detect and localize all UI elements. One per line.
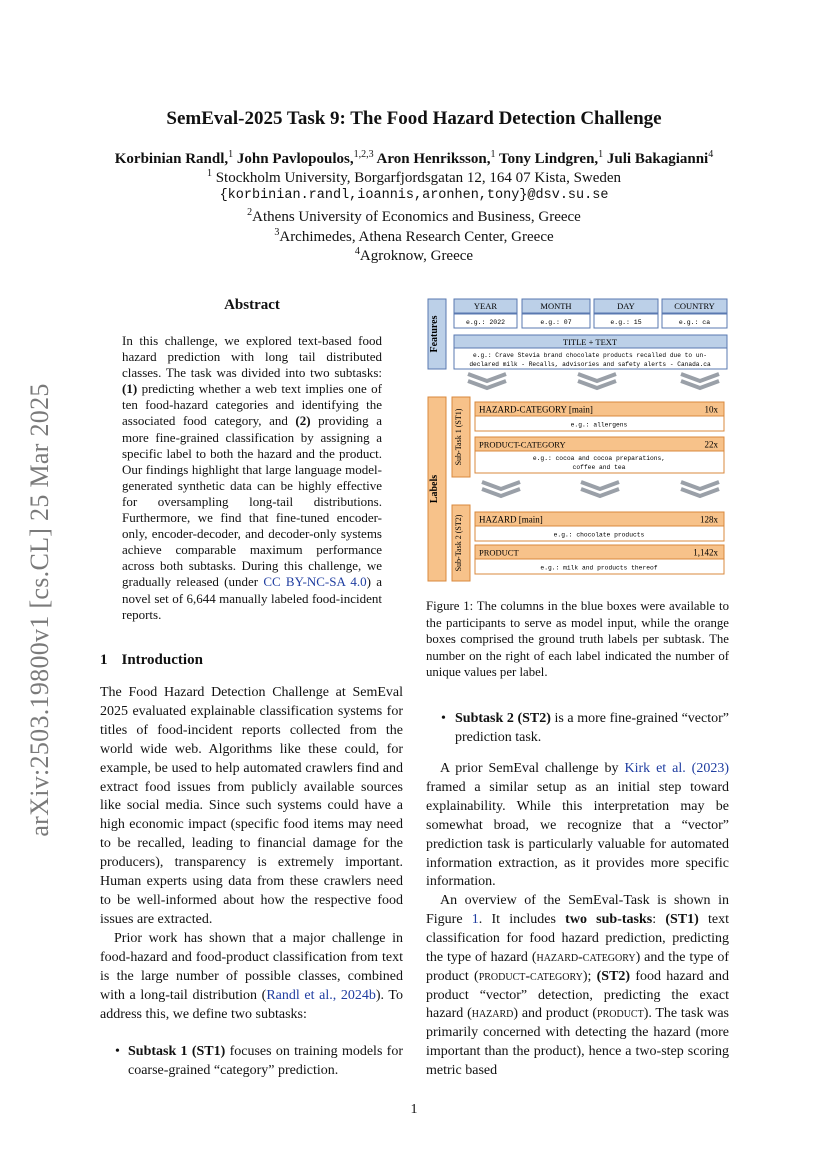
st2-label: Sub-Task 2 (ST2)	[454, 514, 463, 572]
affil-text: Athens University of Economics and Business, Greece	[252, 209, 581, 225]
author-list	[60, 149, 768, 168]
affil-sup: 3	[274, 227, 280, 238]
affiliation-4	[60, 246, 768, 265]
para-bold: (ST1)	[665, 911, 699, 927]
hazard-category-example: e.g.: allergens	[570, 421, 628, 429]
license-link[interactable]: CC BY-NC-SA 4.0	[263, 574, 367, 590]
affil-sup: 1	[206, 168, 212, 179]
abstract-text: predicting whether a web text implies one of ten food-hazard categories and identifying the associated food category, and	[122, 381, 382, 429]
affil-text: Agroknow, Greece	[359, 248, 474, 264]
para-text: ) and product (	[513, 1006, 598, 1022]
section-title: Introduction	[121, 652, 203, 668]
col-name: COUNTRY	[674, 301, 715, 311]
author-sup: 1	[490, 149, 496, 160]
bullet-dot: •	[441, 711, 446, 726]
author-name: Korbinian Randl,	[114, 151, 229, 167]
abstract-bold: (2)	[295, 413, 311, 429]
col-example: e.g.: 15	[610, 319, 642, 326]
st1-label: Sub-Task 1 (ST1)	[454, 408, 463, 466]
label-term: product	[597, 1006, 644, 1022]
product-example: e.g.: milk and products thereof	[540, 564, 658, 572]
intro-paragraph-4	[426, 892, 729, 1081]
para-text: :	[652, 911, 666, 927]
hazard-example: e.g.: chocolate products	[553, 531, 645, 539]
hazard-category-name: HAZARD-CATEGORY [main]	[479, 404, 593, 415]
chevron-down-icon	[681, 482, 719, 489]
arxiv-stamp-text: arXiv:2503.19800v1 [cs.CL] 25 Mar 2025	[25, 383, 54, 837]
para-text: ). The task was primarily concerned with detecting the hazard (more important than the product), hence a two-step scoring metric based	[426, 1006, 729, 1079]
intro-paragraph-2	[100, 930, 403, 1025]
col-name: YEAR	[473, 301, 498, 311]
col-name: MONTH	[540, 301, 572, 311]
product-category-name: PRODUCT-CATEGORY	[479, 439, 566, 450]
text-header: TITLE + TEXT	[562, 337, 618, 347]
author-name: Aron Henriksson,	[376, 151, 491, 167]
author-name: Tony Lindgren,	[498, 151, 599, 167]
chevron-down-icon	[482, 482, 520, 489]
bullet-subtask-2	[455, 710, 729, 748]
affil-text: Archimedes, Athena Research Center, Greece	[279, 229, 554, 245]
citation-link[interactable]: Randl et al., 2024b	[266, 987, 376, 1003]
para-text: ) and the type of product (	[426, 949, 729, 984]
author-sup: 1	[598, 149, 604, 160]
product-category-example: coffee and tea	[572, 464, 626, 471]
affiliation-2	[60, 207, 768, 226]
col-example: e.g.: 07	[540, 319, 572, 326]
product-name: PRODUCT	[479, 547, 519, 558]
bullet-text: focuses on training models for coarse-grained “category” prediction.	[128, 1044, 404, 1078]
citation-link[interactable]: Kirk et al. (2023)	[624, 761, 729, 776]
section-number: 1	[100, 652, 108, 668]
affil-text: Stockholm University, Borgarfjordsgatan 12, 164 07 Kista, Sweden	[215, 170, 622, 186]
text-example: declared milk - Recalls, advisories and safety alerts - Canada.ca	[469, 361, 711, 368]
label-term: product-category	[478, 968, 583, 984]
product-category-example: e.g.: cocoa and cocoa preparations,	[532, 455, 666, 462]
down-arrows	[482, 482, 719, 496]
hazard-category-count: 10x	[704, 404, 718, 415]
abstract-bold: (1)	[122, 381, 138, 397]
bullet-bold: Subtask 1 (ST1)	[128, 1044, 226, 1059]
product-count: 1,142x	[693, 547, 718, 558]
label-term: hazard	[471, 1006, 514, 1022]
chevron-down-icon	[578, 374, 616, 381]
para-text: text classification for food hazard prediction, predicting the type of hazard (	[426, 911, 729, 965]
author-sup: 1,2,3	[353, 149, 374, 160]
arxiv-stamp	[20, 345, 60, 875]
para-bold: two sub-tasks	[565, 911, 653, 927]
affil-sup: 4	[354, 246, 360, 257]
col-example: e.g.: ca	[678, 319, 711, 326]
figure-caption: Figure 1: The columns in the blue boxes were available to the participants to serve as model input, while the orange boxes comprised the ground truth labels per subtask. The number on the right of each label indicated the number of unique values per label.	[426, 599, 729, 679]
author-name: Juli Bakagianni	[606, 151, 709, 167]
para-text: );	[582, 968, 597, 984]
para-text: Prior work has shown that a major challenge in food-hazard and food-product classification from text is the large number of possible classes, combined with a long-tail distribution (	[100, 931, 403, 1003]
intro-paragraph-1: The Food Hazard Detection Challenge at SemEval 2025 evaluated explainable classification systems for titles of food-incident reports collected from the world wide web. Algorithms like these could, for example, be used to help automated crawlers find and extract food issues from publicly available sources like social media. Since such systems could have a high economic impact (specific food items may need to be recalled, leading to financial damage for the producers), transparency is extremely important. Human experts using data from these crawlers need to be well-informed about how the respective food issues are extracted.	[100, 685, 403, 927]
labels-label: Labels	[429, 474, 440, 504]
figure-1	[426, 297, 730, 585]
abstract-heading: Abstract	[224, 297, 280, 313]
product-category-count: 22x	[704, 439, 718, 450]
page-number: 1	[410, 1102, 418, 1117]
label-term: hazard-category	[536, 949, 636, 965]
para-text: An overview of the SemEval-Task is shown in Figure	[426, 893, 729, 927]
bullet-dot: •	[115, 1044, 120, 1059]
para-text: framed a similar setup as an initial step toward explainability. While this interpretation may be somewhat broad, we recognize that a “vector” prediction task is particularly valuable for automated information extraction, as it provides more specific information.	[426, 779, 729, 890]
chevron-down-icon	[581, 482, 619, 489]
feature-columns	[454, 299, 727, 328]
hazard-count: 128x	[700, 514, 718, 525]
bullet-bold: Subtask 2 (ST2)	[455, 711, 551, 726]
para-text: food hazard and product “vector” detection, predicting the exact hazard (	[426, 968, 729, 1022]
section-heading	[100, 652, 203, 669]
bullet-subtask-1	[128, 1043, 403, 1081]
bullet-text: is a more fine-grained “vector” prediction task.	[455, 711, 729, 745]
abstract-text: In this challenge, we explored text-based food hazard prediction with long tail distributed classes. The task was divided into two subtasks:	[122, 333, 382, 381]
para-text: ). To address this, we define two subtasks:	[100, 987, 403, 1022]
col-name: DAY	[617, 301, 635, 311]
para-text: A prior SemEval challenge by	[440, 761, 625, 776]
intro-paragraph-3	[426, 760, 729, 892]
hazard-name: HAZARD [main]	[479, 514, 543, 525]
para-text: . It includes	[478, 911, 566, 927]
col-example: e.g.: 2022	[465, 319, 506, 326]
figure-ref-link[interactable]: 1	[471, 911, 479, 927]
affiliation-1	[60, 168, 768, 187]
affil-sup: 2	[247, 207, 253, 218]
chevron-down-icon	[681, 374, 719, 381]
chevron-down-icon	[468, 374, 506, 381]
para-bold: (ST2)	[596, 968, 631, 984]
abstract-text: providing a more fine-grained classification by assigning a specific label to both the hazard and the product. Our findings highlight that large language model-generated synthetic data can be highly effective for oversampling long-tail distributions. Furthermore, we find that fine-tuned encoder-only, encoder-decoder, and decoder-only systems achieve comparable maximum performance across both subtasks. During this challenge, we gradually released (under	[122, 413, 382, 590]
affiliation-3	[60, 227, 768, 246]
features-label: Features	[429, 315, 440, 353]
text-example: e.g.: Crave Stevia brand chocolate products recalled due to un-	[473, 352, 707, 359]
author-sup: 1	[228, 149, 234, 160]
abstract-text: ) a novel set of 6,644 manually labeled food-incident reports.	[122, 574, 382, 622]
author-name: John Pavlopoulos,	[236, 151, 354, 167]
abstract-body	[122, 333, 382, 623]
paper-title: SemEval-2025 Task 9: The Food Hazard Detection Challenge	[166, 108, 662, 129]
author-sup: 4	[708, 149, 714, 160]
down-arrows	[468, 374, 719, 388]
email-line: {korbinian.randl,ioannis,aronhen,tony}@dsv.su.se	[219, 188, 609, 203]
